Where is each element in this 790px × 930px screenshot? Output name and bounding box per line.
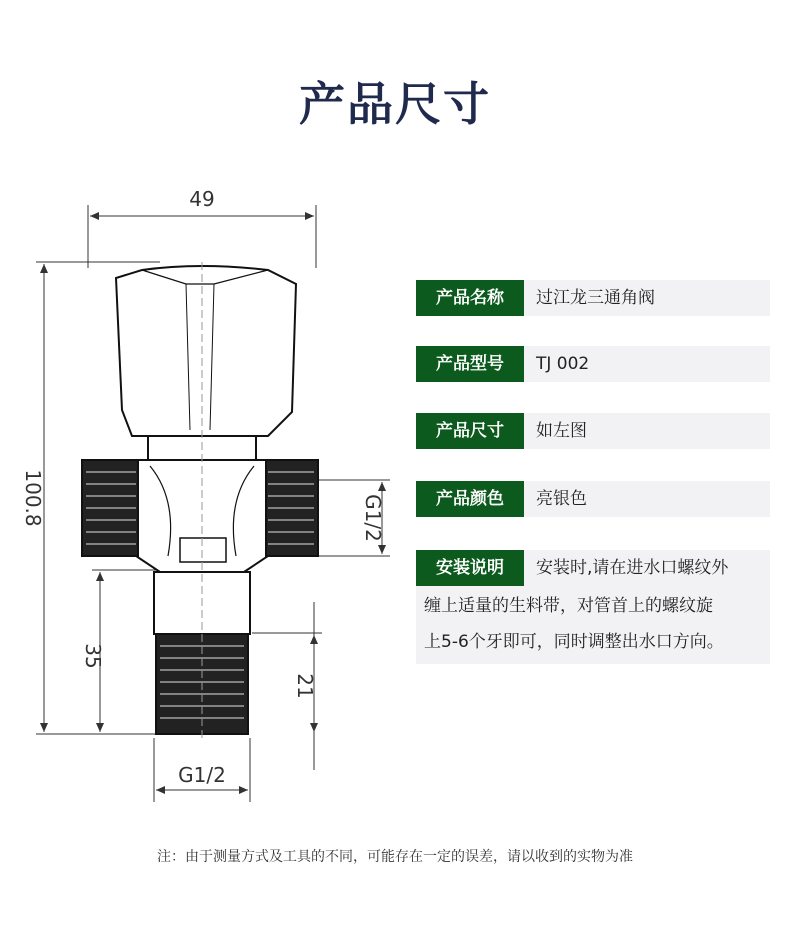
spec-value: TJ 002 (536, 354, 590, 374)
valve-technical-drawing (0, 170, 400, 820)
install-instructions (416, 550, 770, 664)
spec-label: 产品名称 (416, 280, 524, 316)
spec-value: 亮银色 (536, 489, 587, 509)
dim-lower (81, 570, 156, 732)
dim-bottom-thread-label: G1/2 (178, 763, 226, 787)
install-line-3: 上5-6个牙即可，同时调整出水口方向。 (424, 632, 724, 652)
install-line-2: 缠上适量的生料带，对管首上的螺纹旋 (424, 596, 713, 616)
dim-thread-length (252, 602, 322, 770)
spec-row-model (416, 346, 770, 382)
valve-body (82, 266, 318, 734)
install-label: 安装说明 (416, 550, 524, 586)
spec-value: 过江龙三通角阀 (536, 288, 655, 308)
dim-width (88, 187, 316, 268)
spec-label: 产品颜色 (416, 481, 524, 517)
dim-height-total-label: 100.8 (21, 469, 45, 527)
dim-bottom-thread (154, 738, 250, 802)
spec-row-size (416, 413, 770, 449)
spec-label: 产品型号 (416, 346, 524, 382)
dim-side-thread-label: G1/2 (361, 494, 385, 542)
dim-width-label: 49 (189, 187, 215, 211)
dim-thread-length-label: 21 (293, 673, 317, 699)
spec-row-name (416, 280, 770, 316)
install-line-1: 安装时,请在进水口螺纹外 (536, 558, 729, 578)
disclaimer-note: 注：由于测量方式及工具的不同，可能存在一定的误差，请以收到的实物为准 (157, 849, 633, 865)
dim-lower-label: 35 (81, 643, 105, 669)
dim-side-thread (318, 480, 390, 556)
page-title: 产品尺寸 (299, 77, 491, 131)
spec-value: 如左图 (536, 421, 587, 441)
spec-row-color (416, 481, 770, 517)
spec-label: 产品尺寸 (416, 413, 524, 449)
